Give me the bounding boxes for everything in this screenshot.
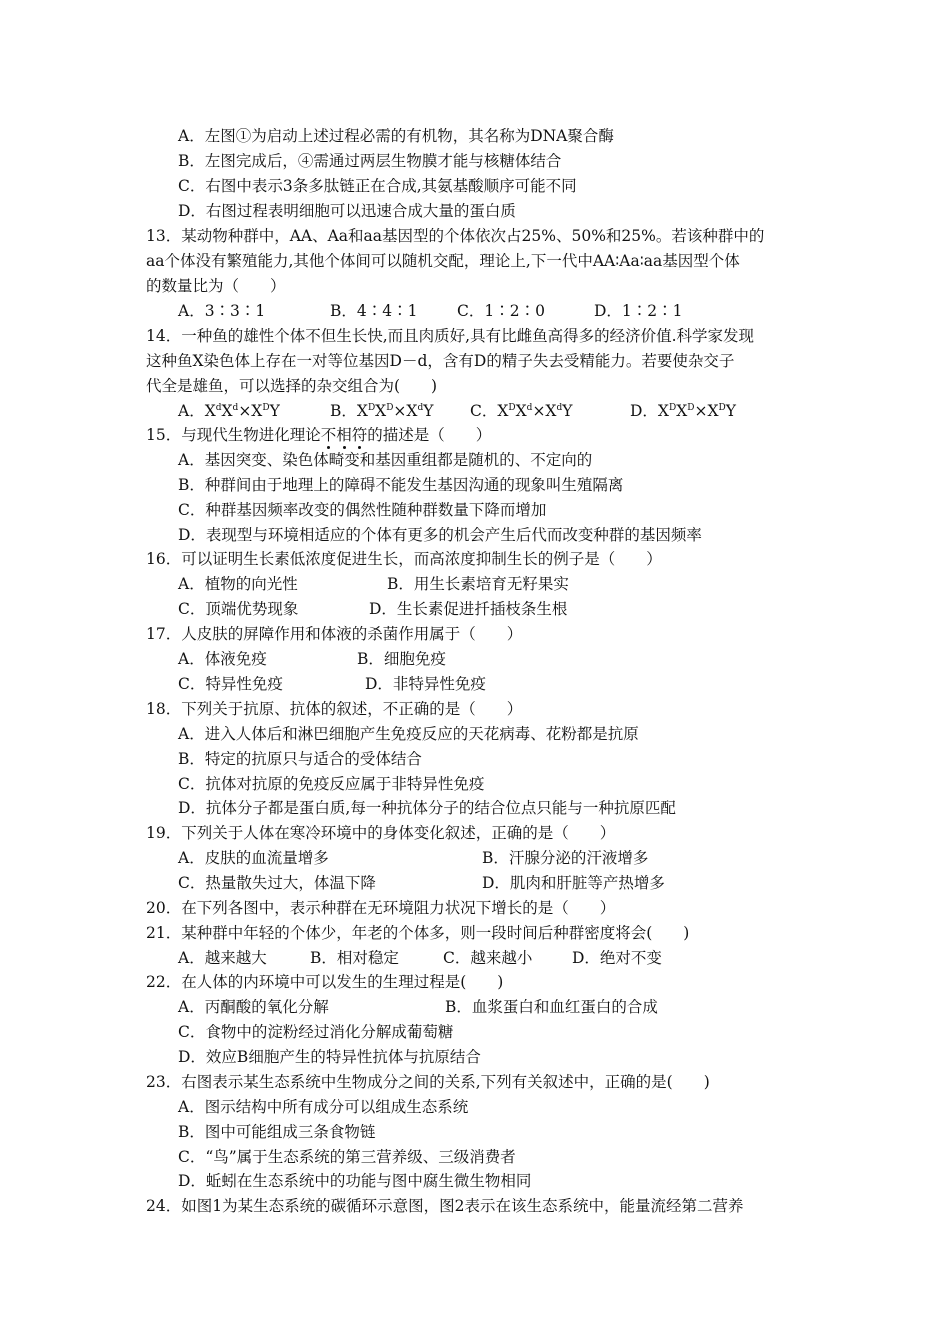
q18-option-d: D．抗体分子都是蛋白质,每一种抗体分子的结合位点只能与一种抗原匹配 xyxy=(178,799,676,817)
q13-option-a: A．3∶3∶1 xyxy=(178,302,266,320)
q18-option-b: B．特定的抗原只与适合的受体结合 xyxy=(178,750,422,768)
q14-stem-line-2: 这种鱼X染色体上存在一对等位基因D－d，含有D的精子失去受精能力。若要使杂交子 xyxy=(146,352,735,370)
q14-option-b: B．$X^DX^D\times X^dY$ xyxy=(330,402,434,420)
q12-option-b: B．左图完成后，④需通过两层生物膜才能与核糖体结合 xyxy=(178,152,562,170)
q16-option-c: C．顶端优势现象 xyxy=(178,600,299,618)
q19-option-d: D．肌肉和肝脏等产热增多 xyxy=(482,874,665,892)
q15-option-b: B．种群间由于地理上的障碍不能发生基因沟通的现象叫生殖隔离 xyxy=(178,476,624,494)
q23-option-c: C．“鸟”属于生态系统的第三营养级、三级消费者 xyxy=(178,1148,516,1166)
q19-options-row-1 xyxy=(0,847,950,869)
q13-option-d: D．1∶2∶1 xyxy=(594,302,683,320)
q21-options-row xyxy=(0,947,950,969)
q14-option-c: C．$X^DX^d\times X^dY$ xyxy=(470,402,573,420)
q16-options-row-2 xyxy=(0,598,950,620)
q22-option-b: B．血浆蛋白和血红蛋白的合成 xyxy=(445,998,658,1016)
q14-option-d: D．$X^DX^D\times X^DY$ xyxy=(630,402,736,420)
q17-stem: 17．人皮肤的屏障作用和体液的杀菌作用属于（ ） xyxy=(146,625,523,643)
q19-option-a: A．皮肤的血流量增多 xyxy=(178,849,329,867)
q17-option-b: B．细胞免疫 xyxy=(357,650,446,668)
q18-stem: 18．下列关于抗原、抗体的叙述，不正确的是（ ） xyxy=(146,700,523,718)
q19-options-row-2 xyxy=(0,872,950,894)
q22-option-d: D．效应B细胞产生的特异性抗体与抗原结合 xyxy=(178,1048,481,1066)
q19-option-c: C．热量散失过大，体温下降 xyxy=(178,874,376,892)
q22-options-row-1 xyxy=(0,996,950,1018)
q23-stem: 23．右图表示某生态系统中生物成分之间的关系,下列有关叙述中，正确的是( ) xyxy=(146,1073,710,1091)
q17-option-d: D．非特异性免疫 xyxy=(365,675,486,693)
q15-option-d: D．表现型与环境相适应的个体有更多的机会产生后代而改变种群的基因频率 xyxy=(178,526,702,544)
q21-stem: 21．某种群中年轻的个体少，年老的个体多，则一段时间后种群密度将会( ) xyxy=(146,924,690,942)
q18-option-a: A．进入人体后和淋巴细胞产生免疫反应的天花病毒、花粉都是抗原 xyxy=(178,725,639,743)
q22-option-c: C．食物中的淀粉经过消化分解成葡萄糖 xyxy=(178,1023,454,1041)
emphasis-dot-3: 符 xyxy=(351,426,368,444)
q14-stem-line-3: 代全是雄鱼，可以选择的杂交组合为( ) xyxy=(146,377,438,395)
q22-stem: 22．在人体的内环境中可以发生的生理过程是( ) xyxy=(146,973,504,991)
q21-option-c: C．越来越小 xyxy=(443,949,533,967)
q19-option-b: B．汗腺分泌的汗液增多 xyxy=(482,849,649,867)
q23-option-a: A．图示结构中所有成分可以组成生态系统 xyxy=(178,1098,469,1116)
q21-option-a: A．越来越大 xyxy=(178,949,267,967)
q16-option-d: D．生长素促进扦插枝条生根 xyxy=(369,600,568,618)
q13-option-c: C．1∶2∶0 xyxy=(457,302,545,320)
q16-options-row-1 xyxy=(0,573,950,595)
q13-stem-line-1: 13．某动物种群中，AA、Aa和aa基因型的个体依次占25%、50%和25%。若该种群中的 xyxy=(146,227,765,245)
q12-option-d: D．右图过程表明细胞可以迅速合成大量的蛋白质 xyxy=(178,202,516,220)
emphasis-dot-2: 相 xyxy=(336,426,352,444)
q15-stem: 15．与现代生物进化理论不相符的描述是（ ） xyxy=(146,426,492,444)
q13-options-row xyxy=(0,300,950,322)
q13-option-b: B．4∶4∶1 xyxy=(330,302,418,320)
q18-option-c: C．抗体对抗原的免疫反应属于非特异性免疫 xyxy=(178,775,485,793)
q17-option-a: A．体液免疫 xyxy=(178,650,267,668)
q19-stem: 19．下列关于人体在寒冷环境中的身体变化叙述，正确的是（ ） xyxy=(146,824,616,842)
q14-options-row xyxy=(0,400,950,422)
q14-stem-line-1: 14．一种鱼的雄性个体不但生长快,而且肉质好,具有比雌鱼高得多的经济价值.科学家发现 xyxy=(146,327,755,345)
q17-option-c: C．特异性免疫 xyxy=(178,675,283,693)
q23-option-b: B．图中可能组成三条食物链 xyxy=(178,1123,376,1141)
q14-option-a: A．$X^dX^d\times X^DY$ xyxy=(178,402,280,420)
q20-stem: 20．在下列各图中，表示种群在无环境阻力状况下增长的是（ ） xyxy=(146,899,616,917)
emphasis-dot-1: 不 xyxy=(320,426,337,444)
q12-option-a: A．左图①为启动上述过程必需的有机物，其名称为DNA聚合酶 xyxy=(178,127,614,145)
q15-option-a: A．基因突变、染色体畸变和基因重组都是随机的、不定向的 xyxy=(178,451,593,469)
q21-option-b: B．相对稳定 xyxy=(310,949,399,967)
q15-option-c: C．种群基因频率改变的偶然性随种群数量下降而增加 xyxy=(178,501,547,519)
q13-stem-line-2: aa个体没有繁殖能力,其他个体间可以随机交配，理论上,下一代中AA∶Aa∶aa基因型个体 xyxy=(146,252,740,270)
q16-option-a: A．植物的向光性 xyxy=(178,575,298,593)
q22-option-a: A．丙酮酸的氧化分解 xyxy=(178,998,329,1016)
q17-options-row-2 xyxy=(0,673,950,695)
q13-stem-line-3: 的数量比为（ ） xyxy=(146,277,286,295)
q24-stem: 24．如图1为某生态系统的碳循环示意图，图2表示在该生态系统中，能量流经第二营养 xyxy=(146,1197,744,1215)
q21-option-d: D．绝对不变 xyxy=(572,949,662,967)
q23-option-d: D．蚯蚓在生态系统中的功能与图中腐生微生物相同 xyxy=(178,1172,532,1190)
q16-stem: 16．可以证明生长素低浓度促进生长，而高浓度抑制生长的例子是（ ） xyxy=(146,550,662,568)
q17-options-row-1 xyxy=(0,648,950,670)
q16-option-b: B．用生长素培育无籽果实 xyxy=(387,575,569,593)
q12-option-c: C．右图中表示3条多肽链正在合成,其氨基酸顺序可能不同 xyxy=(178,177,577,195)
